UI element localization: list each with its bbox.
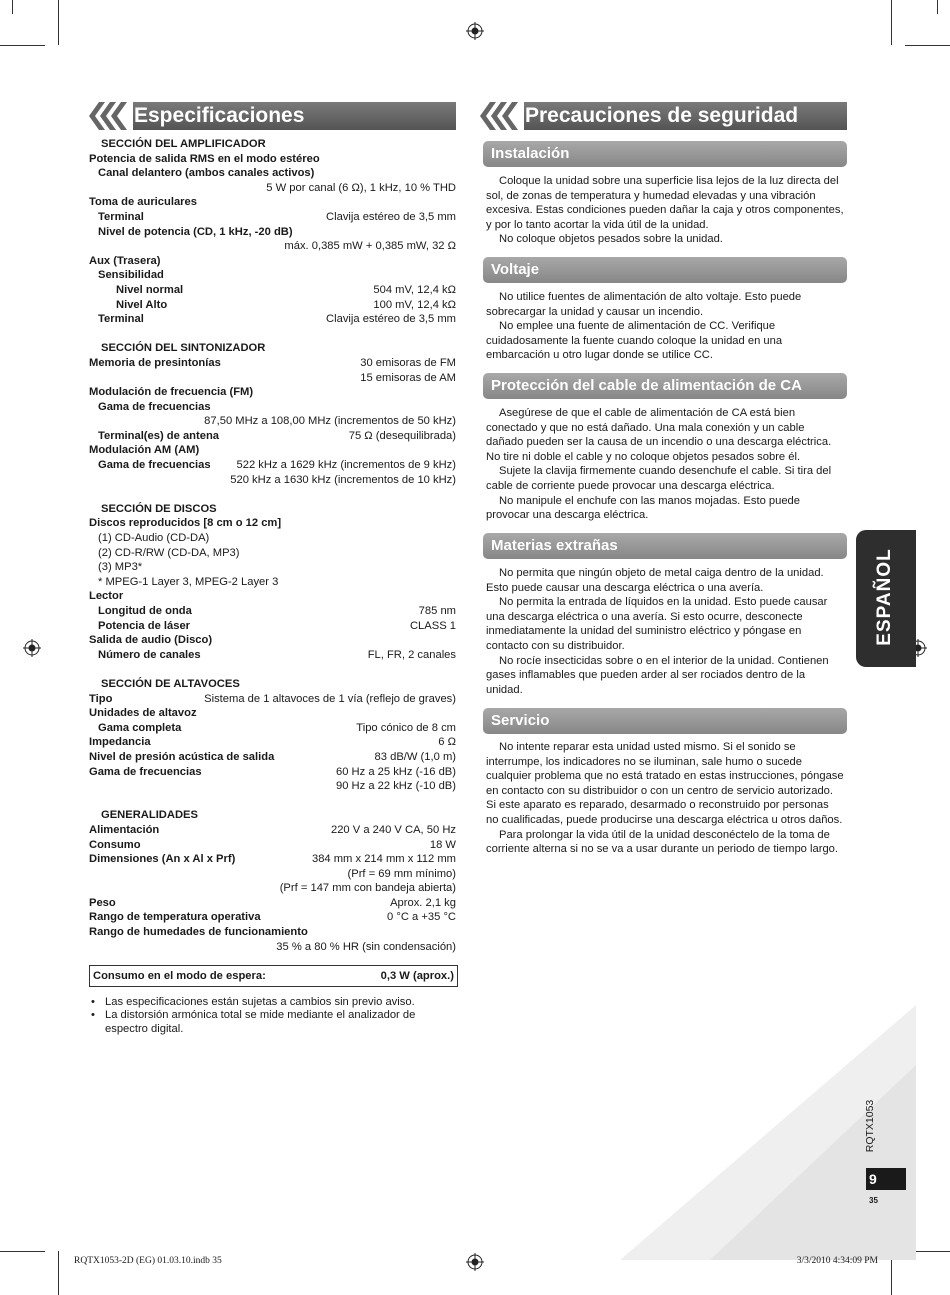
spec-label: Memoria de presintonías <box>89 356 221 369</box>
spec-label: Potencia de láser <box>98 619 191 632</box>
spec-value: 0 °C a +35 °C <box>387 911 456 924</box>
spec-row <box>89 458 456 473</box>
spec-row <box>89 371 456 386</box>
spacer <box>89 662 456 677</box>
foreign-matter-text: No permita que ningún objeto de metal caiga dentro de la unidad. Esto puede causar una descarga eléctrica o una avería. No permita la entrada de líquidos en la unidad. Esto puede causar una descarga eléctrica o una avería. Si esto ocurre, desconecte inmediatamente la unidad del suministro eléctrico y póngase en contacto con su distribuidor. No rocíe insecticidas sobre o en el interior de la unidad. Contienen gases inflamables que pueden arder al ser rociados dentro de la unidad. <box>486 567 829 696</box>
spec-row <box>89 356 456 371</box>
installation-text: Coloque la unidad sobre una superficie lisa lejos de la luz directa del sol, de zonas de temperatura y humedad elevadas y una vibración excesiva. Estas condiciones pueden dañar la caja y otros componentes, y por lo tanto acortar la vida útil de la unidad. No coloque objetos pesados sobre la unidad. <box>486 175 844 246</box>
spec-label: Aux (Trasera) <box>89 254 161 267</box>
spec-row <box>89 765 456 780</box>
spec-row <box>89 852 456 867</box>
spec-row <box>89 166 456 181</box>
specifications-list <box>89 137 456 954</box>
note-item: • Las especificaciones están sujetas a cambios sin previo aviso. <box>91 996 415 1008</box>
spec-label: Peso <box>89 896 116 909</box>
section-title: Precauciones de seguridad <box>525 104 799 127</box>
spec-value: 35 % a 80 % HR (sin condensación) <box>276 940 456 953</box>
spec-row <box>89 604 456 619</box>
spec-row <box>89 881 456 896</box>
spec-label: SECCIÓN DEL SINTONIZADOR <box>101 342 266 355</box>
spec-value: 15 emisoras de AM <box>360 371 456 384</box>
spec-row <box>89 152 456 167</box>
spec-label: Lector <box>89 590 124 603</box>
crop-mark <box>12 0 13 14</box>
spec-row <box>89 443 456 458</box>
footer-file-info: RQTX1053-2D (EG) 01.03.10.indb 35 <box>74 1256 222 1266</box>
spec-row <box>89 560 456 575</box>
spacer <box>89 794 456 809</box>
spec-label: Gama de frecuencias <box>98 400 211 413</box>
spec-label: Nivel normal <box>116 283 184 296</box>
spec-value: 100 mV, 12,4 kΩ <box>373 298 456 311</box>
crop-mark <box>58 1251 59 1295</box>
spec-row <box>89 531 456 546</box>
spec-row <box>89 298 456 313</box>
spec-row <box>89 838 456 853</box>
spec-row <box>89 268 456 283</box>
safety-title-bar <box>480 102 847 130</box>
spec-row <box>89 414 456 429</box>
spec-label: Rango de temperatura operativa <box>89 911 261 924</box>
spec-row <box>89 429 456 444</box>
spec-value: 520 kHz a 1630 kHz (incrementos de 10 kHz) <box>230 473 456 486</box>
spec-value: 75 Ω (desequilibrada) <box>348 429 456 442</box>
crop-mark <box>905 45 950 46</box>
spec-value: Clavija estéreo de 3,5 mm <box>326 210 456 223</box>
spec-label: Gama de frecuencias <box>98 459 211 472</box>
power-cord-text: Asegúrese de que el cable de alimentación de CA está bien conectado y que no está dañado. Una mala conexión y un cable dañado pueden ser la causa de un incendio o una descarga eléctrica. No tire ni doble el cable y no coloque objetos pesados sobre él. Sujete la clavija firmemente cuando desenchufe el cable. Si tira del cable de corriente puede provocar una descarga eléctrica. No manipule el enchufe con las manos mojadas. Esto puede provocar una descarga eléctrica. <box>486 407 832 522</box>
chevron-arrows-icon <box>480 102 524 130</box>
spec-value: 384 mm x 214 mm x 112 mm <box>311 853 456 866</box>
spec-label: Nivel de presión acústica de salida <box>89 750 275 763</box>
spec-row <box>89 721 456 736</box>
spec-row <box>89 648 456 663</box>
crop-mark <box>891 0 892 45</box>
page-number: 9 <box>866 1168 906 1190</box>
crop-mark <box>937 0 938 14</box>
spec-row <box>89 181 456 196</box>
service-header: Servicio <box>483 708 847 734</box>
spec-value: (Prf = 69 mm mínimo) <box>347 867 456 880</box>
spec-label: SECCIÓN DE DISCOS <box>101 502 217 515</box>
model-code: RQTX1053 <box>864 1099 876 1153</box>
spec-row <box>89 735 456 750</box>
spec-label: (3) MP3* <box>98 561 143 574</box>
spec-value: 90 Hz a 22 kHz (-10 dB) <box>335 780 456 793</box>
spec-row <box>89 706 456 721</box>
spacer <box>89 327 456 342</box>
spec-row <box>89 312 456 327</box>
crop-mark <box>0 45 45 46</box>
spec-value: 6 Ω <box>438 736 456 749</box>
spec-row <box>89 575 456 590</box>
spec-row <box>89 750 456 765</box>
spec-label: Alimentación <box>89 823 160 836</box>
spec-row <box>89 283 456 298</box>
spec-value: 785 nm <box>418 605 456 617</box>
spec-label: Rango de humedades de funcionamiento <box>89 926 308 939</box>
spec-value: 60 Hz a 25 kHz (-16 dB) <box>335 765 456 778</box>
spec-value: FL, FR, 2 canales <box>367 648 456 661</box>
spec-label: Salida de audio (Disco) <box>89 634 213 647</box>
spec-value: 18 W <box>429 838 456 851</box>
spec-value: 87,50 MHz a 108,00 MHz (incrementos de 50 kHz) <box>204 415 456 428</box>
voltage-text: No utilice fuentes de alimentación de alto voltaje. Esto puede sobrecargar la unidad y causar un incendio. No emplee una fuente de alimentación de CC. Verifique cuidadosamente la fuente cuando coloque la unidad en una embarcación u otro lugar donde se utilice CC. <box>486 291 802 362</box>
spec-row <box>89 473 456 488</box>
service-text: No intente reparar esta unidad usted mismo. Si el sonido se interrumpe, los indicadores no se iluminan, sale humo o sucede cualquier problema que no está tratado en estas instrucciones, póngase en contacto con su distribuidor o con un centro de servicio autorizado. Si este aparato es reparado, desarmado o reconstruido por personas no cualificadas, puede producirse una descarga eléctrica u otros daños. Para prolongar la vida útil de la unidad desconéctelo de la toma de corriente alterna si no se va a usar durante un periodo de tiempo largo. <box>486 741 844 856</box>
spec-row <box>89 619 456 634</box>
spec-label: SECCIÓN DE ALTAVOCES <box>101 677 240 690</box>
spec-value: 504 mV, 12,4 kΩ <box>373 283 456 296</box>
spec-label: Nivel de potencia (CD, 1 kHz, -20 dB) <box>98 225 293 238</box>
standby-consumption-box <box>89 965 458 987</box>
notes-list <box>89 996 456 1036</box>
spec-value: CLASS 1 <box>409 619 456 632</box>
crop-mark <box>0 1251 45 1252</box>
spec-row <box>89 940 456 955</box>
registration-mark-icon <box>466 1253 484 1271</box>
spec-row <box>89 633 456 648</box>
spec-label: * MPEG-1 Layer 3, MPEG-2 Layer 3 <box>98 575 279 588</box>
spec-row <box>89 896 456 911</box>
spec-row <box>89 225 456 240</box>
spec-value: 30 emisoras de FM <box>360 356 456 369</box>
language-tab-label: ESPAÑOL <box>874 548 895 646</box>
foreign-matter-header: Materias extrañas <box>483 533 847 559</box>
spec-label: Discos reproducidos [8 cm o 12 cm] <box>89 517 282 530</box>
spec-row <box>89 867 456 882</box>
spec-label: Longitud de onda <box>98 605 192 617</box>
spec-value: Sistema de 1 altavoces de 1 vía (reflejo de graves) <box>204 692 456 705</box>
spec-row <box>89 910 456 925</box>
spec-label: Terminal <box>98 210 144 223</box>
spacer <box>89 487 456 502</box>
spec-value: 522 kHz a 1629 kHz (incrementos de 9 kHz) <box>236 459 456 472</box>
spec-label: Unidades de altavoz <box>89 707 197 720</box>
spec-row <box>89 210 456 225</box>
spec-value: 5 W por canal (6 Ω), 1 kHz, 10 % THD <box>266 181 456 194</box>
spec-label: Tipo <box>89 692 113 705</box>
spec-value: (Prf = 147 mm con bandeja abierta) <box>279 882 456 895</box>
spec-row <box>89 779 456 794</box>
installation-header: Instalación <box>483 141 847 167</box>
spec-label: Consumo <box>89 838 141 851</box>
spec-row <box>89 823 456 838</box>
specifications-title-bar <box>89 102 456 130</box>
page-title: Especificaciones <box>134 104 305 127</box>
spec-label: Impedancia <box>89 736 151 749</box>
standby-label: Consumo en el modo de espera: <box>93 970 266 982</box>
power-cord-header: Protección del cable de alimentación de CA <box>483 373 847 399</box>
spec-label: Canal delantero (ambos canales activos) <box>98 167 315 180</box>
spec-label: Toma de auriculares <box>89 196 197 209</box>
spec-label: GENERALIDADES <box>101 809 198 822</box>
spec-label: Modulación AM (AM) <box>89 444 200 457</box>
crop-mark <box>58 0 59 45</box>
spec-label: (1) CD-Audio (CD-DA) <box>98 532 210 545</box>
registration-mark-icon <box>23 639 41 657</box>
standby-value: 0,3 W (aprox.) <box>380 970 454 982</box>
spec-value: 220 V a 240 V CA, 50 Hz <box>330 823 456 836</box>
spec-value: Tipo cónico de 8 cm <box>356 721 456 734</box>
spec-value: Clavija estéreo de 3,5 mm <box>326 313 456 326</box>
spec-row <box>89 589 456 604</box>
spec-row <box>89 385 456 400</box>
chevron-arrows-icon <box>89 102 133 130</box>
spec-label: Potencia de salida RMS en el modo estéreo <box>89 152 320 165</box>
registration-mark-icon <box>466 22 484 40</box>
sheet-number: 35 <box>869 1196 878 1205</box>
note-item: • La distorsión armónica total se mide mediante el analizador de espectro digital. <box>91 1009 416 1035</box>
spec-section-heading <box>89 808 456 823</box>
spec-label: Terminal(es) de antena <box>98 429 220 442</box>
spec-value: 83 dB/W (1,0 m) <box>374 750 456 763</box>
spec-row <box>89 692 456 707</box>
spec-label: (2) CD-R/RW (CD-DA, MP3) <box>98 546 240 559</box>
spec-row <box>89 400 456 415</box>
spec-section-heading <box>89 137 456 152</box>
spec-value: máx. 0,385 mW + 0,385 mW, 32 Ω <box>284 240 456 253</box>
spec-row <box>89 516 456 531</box>
spec-row <box>89 239 456 254</box>
spec-label: Terminal <box>98 313 144 326</box>
spec-label: Nivel Alto <box>116 298 168 311</box>
spec-label: Dimensiones (An x Al x Prf) <box>89 853 236 866</box>
spec-value: Aprox. 2,1 kg <box>390 896 456 909</box>
spec-row <box>89 546 456 561</box>
voltage-header: Voltaje <box>483 257 847 283</box>
spec-label: Número de canales <box>98 648 201 661</box>
spec-label: Gama de frecuencias <box>89 765 202 778</box>
spec-section-heading <box>89 677 456 692</box>
spec-section-heading <box>89 341 456 356</box>
spec-row <box>89 254 456 269</box>
spec-label: Modulación de frecuencia (FM) <box>89 386 254 399</box>
spec-label: SECCIÓN DEL AMPLIFICADOR <box>101 138 266 150</box>
spec-row <box>89 925 456 940</box>
spec-label: Gama completa <box>98 721 182 734</box>
spec-label: Sensibilidad <box>98 269 164 282</box>
footer-timestamp: 3/3/2010 4:34:09 PM <box>796 1256 878 1266</box>
spec-section-heading <box>89 502 456 517</box>
spec-row <box>89 195 456 210</box>
